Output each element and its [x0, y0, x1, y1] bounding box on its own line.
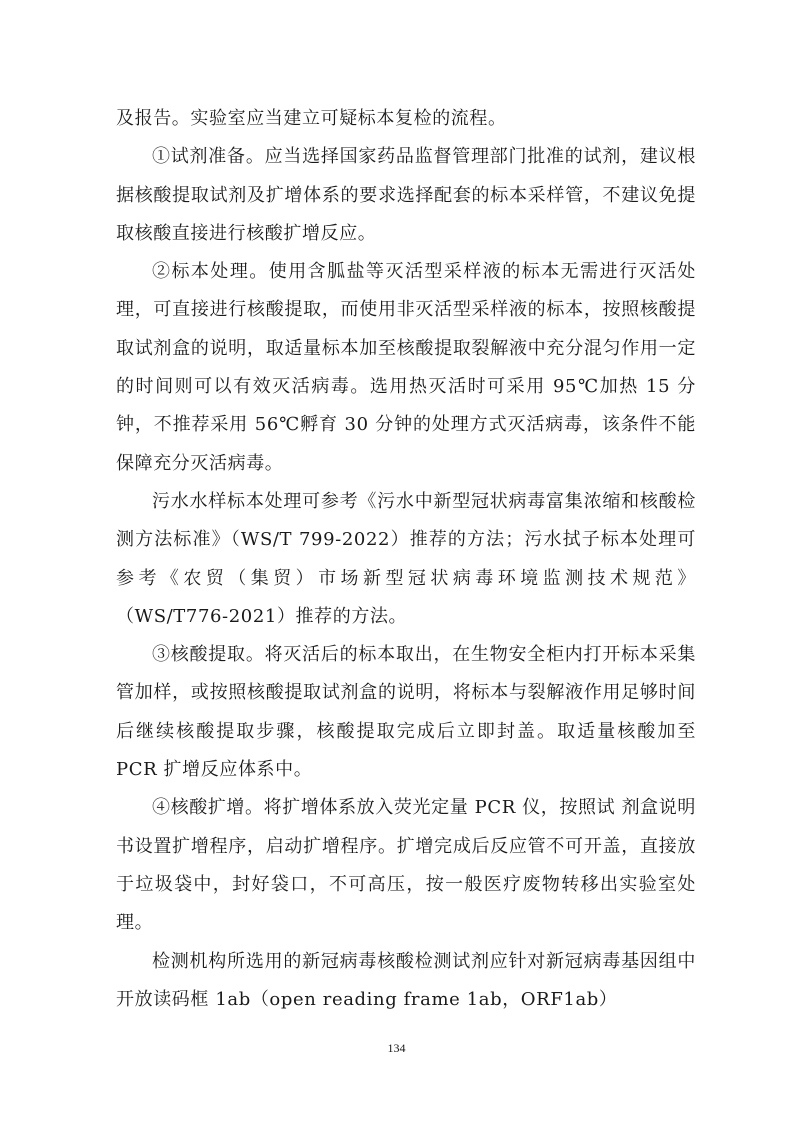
- paragraph-reagent-preparation: ①试剂准备。应当选择国家药品监督管理部门批准的试剂，建议根据核酸提取试剂及扩增体系的要求选择配套的标本采样管，不建议免提取核酸直接进行核酸扩增反应。: [116, 146, 696, 244]
- paragraph-testing-reagent-targets: 检测机构所选用的新冠病毒核酸检测试剂应针对新冠病毒基因组中开放读码框 1ab（open reading frame 1ab，ORF1ab）: [116, 950, 696, 1010]
- page-number: 134: [387, 1041, 406, 1055]
- paragraph-nucleic-acid-extraction: ③核酸提取。将灭活后的标本取出，在生物安全柜内打开标本采集管加样，或按照核酸提取试剂盒的说明，将标本与裂解液作用足够时间后继续核酸提取步骤，核酸提取完成后立即封盖。取适量核酸加至 PCR 扩增反应体系中。: [116, 644, 696, 781]
- paragraph-continuation: 及报告。实验室应当建立可疑标本复检的流程。: [116, 108, 507, 129]
- paragraph-nucleic-acid-amplification: ④核酸扩增。将扩增体系放入荧光定量 PCR 仪，按照试 剂盒说明书设置扩增程序，启动扩增程序。扩增完成后反应管不可开盖，直接放于垃圾袋中，封好袋口，不可高压，按一般医疗废物转移出实验室处理。: [116, 797, 696, 934]
- body-text: [116, 100, 696, 1019]
- paragraph-specimen-processing: ②标本处理。使用含胍盐等灭活型采样液的标本无需进行灭活处理，可直接进行核酸提取，而使用非灭活型采样液的标本，按照核酸提取试剂盒的说明，取适量标本加至核酸提取裂解液中充分混匀作用一定的时间则可以有效灭活病毒。选用热灭活时可采用 95℃加热 15 分钟，不推荐采用 56℃孵育 30 分钟的处理方式灭活病毒，该条件不能保障充分灭活病毒。: [116, 261, 696, 474]
- paragraph-sewage-specimen: 污水水样标本处理可参考《污水中新型冠状病毒富集浓缩和核酸检测方法标准》（WS/T 799-2022）推荐的方法；污水拭子标本处理可参考《农贸（集贸）市场新型冠状病毒环境监测技术规范》（WS/T776-2021）推荐的方法。: [116, 490, 696, 627]
